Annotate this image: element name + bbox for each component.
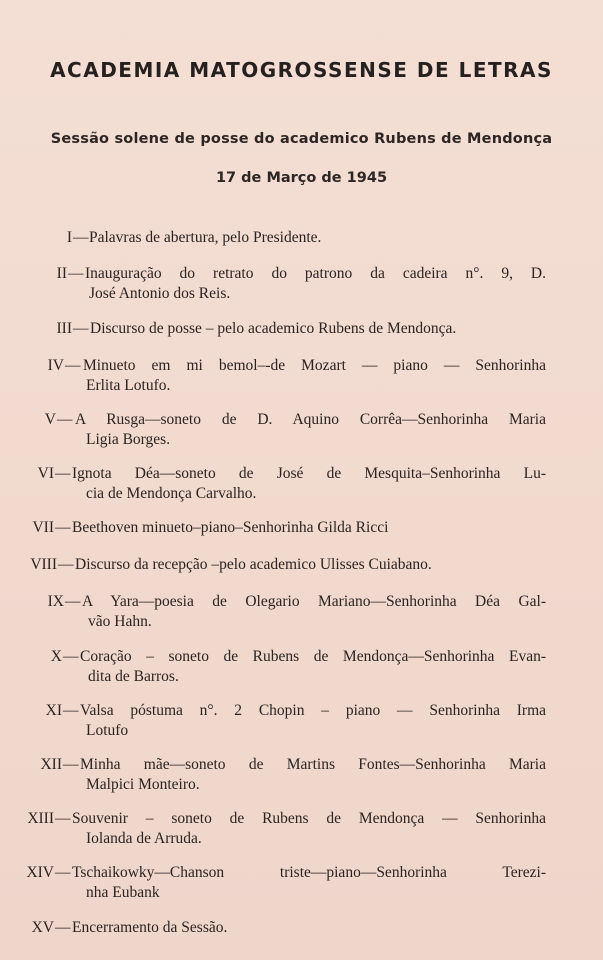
program-item-text: [72, 464, 546, 504]
program-item-numeral: V: [44, 411, 56, 428]
program-item-line: A Yara—poesia de Olegario Mariano—Senhorinha Déa Gal-: [82, 593, 546, 610]
program-item-line: Discurso de posse – pelo academico Rubens de Mendonça.: [90, 320, 457, 337]
program-item-numeral: IX: [47, 593, 64, 610]
program-item-dash: —: [73, 229, 89, 246]
program-item-text: [83, 356, 546, 396]
program-item-numeral: XI: [45, 702, 62, 719]
program-item-dash: —: [68, 265, 84, 282]
program-item-text: [85, 264, 546, 304]
program-item-numeral: X: [50, 648, 62, 665]
program-item-text: [80, 701, 546, 741]
program-item-numeral: III: [56, 320, 72, 337]
program-item-line: Minueto em mi bemol–-de Mozart — piano — Senhorinha: [83, 357, 546, 374]
program-item-line: Palavras de abertura, pelo Presidente.: [89, 229, 322, 246]
program-item-dash: —: [55, 465, 71, 482]
program-item-numeral: VI: [37, 465, 54, 482]
program-item-dash: —: [57, 411, 73, 428]
program-item-numeral: VII: [32, 519, 54, 536]
program-item-line: dita de Barros.: [88, 668, 179, 685]
program-item-line: Erlita Lotufo.: [86, 377, 171, 394]
program-item-text: [82, 592, 546, 632]
program-item-dash: —: [55, 919, 71, 936]
program-item-line: Malpici Monteiro.: [86, 776, 200, 793]
program-item-text: [89, 228, 546, 248]
program-item-line: Discurso da recepção –pelo academico Ulisses Cuiabano.: [75, 556, 432, 573]
program-item-line: Beethoven minueto–piano–Senhorinha Gilda Ricci: [72, 519, 389, 536]
program-item-numeral: IV: [47, 357, 64, 374]
program-item-line: Tschaikowky—Chanson triste—piano—Senhorinha Terezi-: [72, 864, 546, 881]
program-item-text: [80, 755, 546, 795]
session-date: 17 de Março de 1945: [215, 170, 388, 186]
program-item-text: [72, 918, 546, 938]
session-subtitle: Sessão solene de posse do academico Rubens de Mendonça: [50, 131, 553, 147]
program-item-line: Souvenir – soneto de Rubens de Mendonça — Senhorinha: [72, 810, 546, 827]
program-item-line: Lotufo: [86, 722, 129, 739]
program-item-line: Inauguração do retrato do patrono da cadeira n°. 9, D.: [85, 265, 546, 282]
program-item-numeral: VIII: [30, 556, 57, 573]
program-item-line: A Rusga—soneto de D. Aquino Corrêa—Senhorinha Maria: [75, 411, 546, 428]
program-item-line: Iolanda de Arruda.: [86, 830, 202, 847]
program-item-text: [72, 518, 546, 538]
program-item-text: [72, 809, 546, 849]
program-item-line: nha Eubank: [86, 884, 160, 901]
program-item-numeral: II: [56, 265, 67, 282]
program-item-line: José Antonio dos Reis.: [89, 285, 231, 302]
program-item-dash: —: [63, 702, 79, 719]
program-item-dash: —: [58, 556, 74, 573]
program-item-text: [75, 555, 546, 575]
program-item-dash: —: [65, 357, 81, 374]
program-item-line: Minha mãe—soneto de Martins Fontes—Senhorinha Maria: [80, 756, 546, 773]
program-item-numeral: I: [66, 229, 72, 246]
academy-title: ACADEMIA MATOGROSSENSE DE LETRAS: [50, 58, 553, 82]
program-item-dash: —: [55, 864, 71, 881]
program-item-dash: —: [55, 810, 71, 827]
program-item-text: [90, 319, 546, 339]
program-item-line: vão Hahn.: [88, 613, 152, 630]
program-item-line: Valsa póstuma n°. 2 Chopin – piano — Senhorinha Irma: [80, 702, 546, 719]
program-item-dash: —: [65, 593, 81, 610]
program-item-line: Coração – soneto de Rubens de Mendonça—Senhorinha Evan-: [80, 648, 546, 665]
program-item-text: [80, 647, 546, 687]
program-item-dash: —: [73, 320, 89, 337]
program-item-line: Ligia Borges.: [86, 431, 171, 448]
program-item-dash: —: [63, 648, 79, 665]
program-item-line: Encerramento da Sessão.: [72, 919, 228, 936]
program-item-numeral: XII: [40, 756, 62, 773]
program-item-dash: —: [63, 756, 79, 773]
program-item-dash: —: [55, 519, 71, 536]
program-item-numeral: XIII: [27, 810, 54, 827]
program-item-numeral: XIV: [26, 864, 54, 881]
program-item-line: Ignota Déa—soneto de José de Mesquita–Senhorinha Lu-: [72, 465, 546, 482]
program-item-text: [72, 863, 546, 903]
program-item-line: cia de Mendonça Carvalho.: [86, 485, 257, 502]
program-item-text: [75, 410, 546, 450]
program-item-numeral: XV: [31, 919, 54, 936]
